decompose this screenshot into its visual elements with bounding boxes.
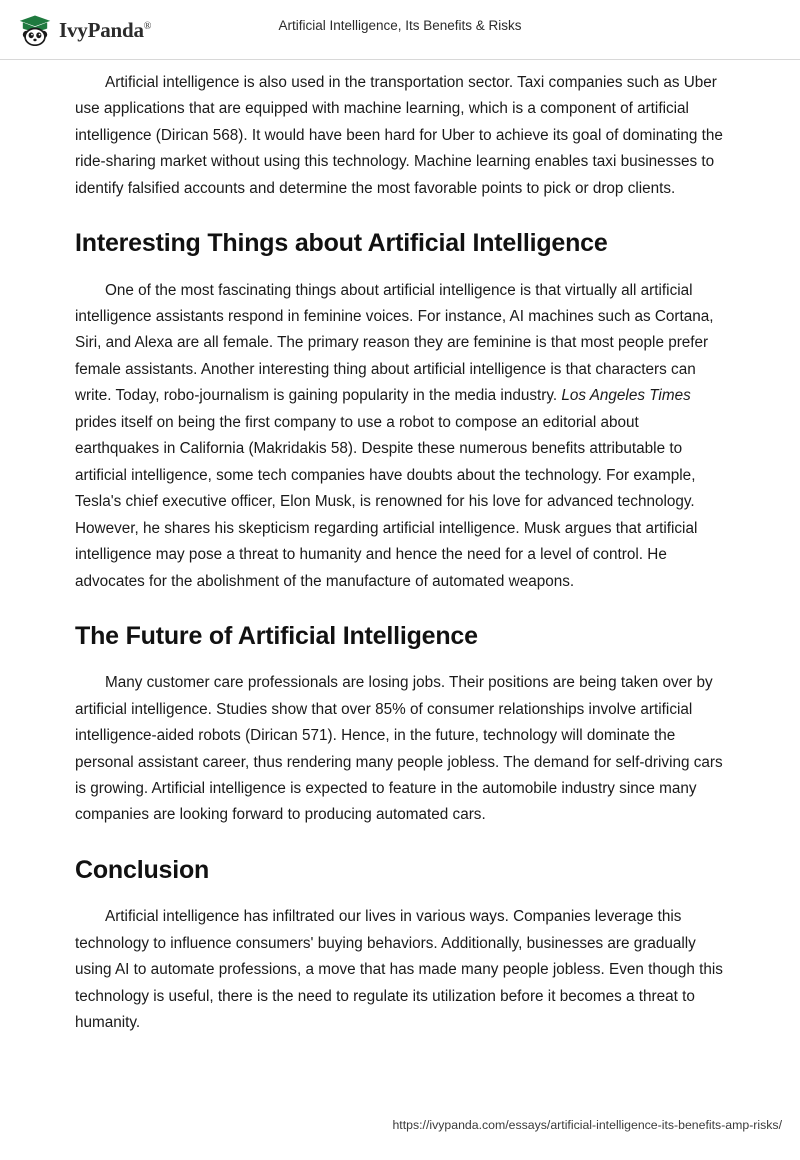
paragraph-transportation: Artificial intelligence is also used in the transportation sector. Taxi companies such as Uber use applications that are equipped with machine learning, which is a component of artificial intelligence (Dirican 568). It would have been hard for Uber to achieve its goal of dominating the ride-sharing market without using this technology. Machine learning enables taxi businesses to identify falsified accounts and determine the most favorable points to pick or drop clients. [75, 74, 723, 197]
page-header [0, 0, 800, 60]
document-body [75, 70, 725, 1036]
text-segment: One of the most fascinating things about artificial intelligence is that virtually all artificial intelligence assistants respond in feminine voices. For instance, AI machines such as Cortana, Siri, and Alexa are all female. The primary reason they are feminine is that most people prefer female assistants. Another interesting thing about artificial intelligence is that characters can write. Today, robo-journalism is gaining popularity in the media industry. [75, 281, 714, 405]
paragraph-conclusion: Artificial intelligence has infiltrated our lives in various ways. Companies leverage this technology to influence consumers' buying behaviors. Additionally, businesses are gradually using AI to automate professions, a move that has made many people jobless. Even though this technology is useful, there is the need to regulate its utilization before it becomes a threat to humanity. [75, 908, 723, 1031]
paragraph-interesting-things [75, 278, 725, 595]
document-title: Artificial Intelligence, Its Benefits & Risks [278, 18, 522, 33]
source-url-link[interactable]: https://ivypanda.com/essays/artificial-intelligence-its-benefits-amp-risks/ [392, 1118, 782, 1132]
text-segment-italic: Los Angeles Times [561, 387, 691, 405]
brand-name: IvyPanda® [59, 17, 152, 42]
registered-mark: ® [143, 20, 152, 32]
heading-interesting-things: Interesting Things about Artificial Intelligence [75, 229, 608, 258]
heading-future: The Future of Artificial Intelligence [75, 621, 478, 650]
paragraph-future: Many customer care professionals are losing jobs. Their positions are being taken over by artificial intelligence. Studies show that over 85% of consumer relationships involve artificial intelligence-aided robots (Dirican 571). Hence, in the future, technology will dominate the personal assistant career, thus rendering many people jobless. The demand for self-driving cars is growing. Artificial intelligence is expected to feature in the automobile industry since many companies are looking forward to producing automated cars. [75, 674, 723, 824]
heading-conclusion: Conclusion [75, 855, 210, 884]
text-segment: prides itself on being the first company to use a robot to compose an editorial about earthquakes in California (Makridakis 58). Despite these numerous benefits attributable to artificial intelligence, some tech companies have doubts about the technology. For example, Tesla's chief executive officer, Elon Musk, is renowned for his love for advanced technology. However, he shares his skepticism regarding artificial intelligence. Musk argues that artificial intelligence may pose a threat to humanity and hence the need for a level of control. He advocates for the abolishment of the manufacture of automated weapons. [75, 413, 698, 590]
